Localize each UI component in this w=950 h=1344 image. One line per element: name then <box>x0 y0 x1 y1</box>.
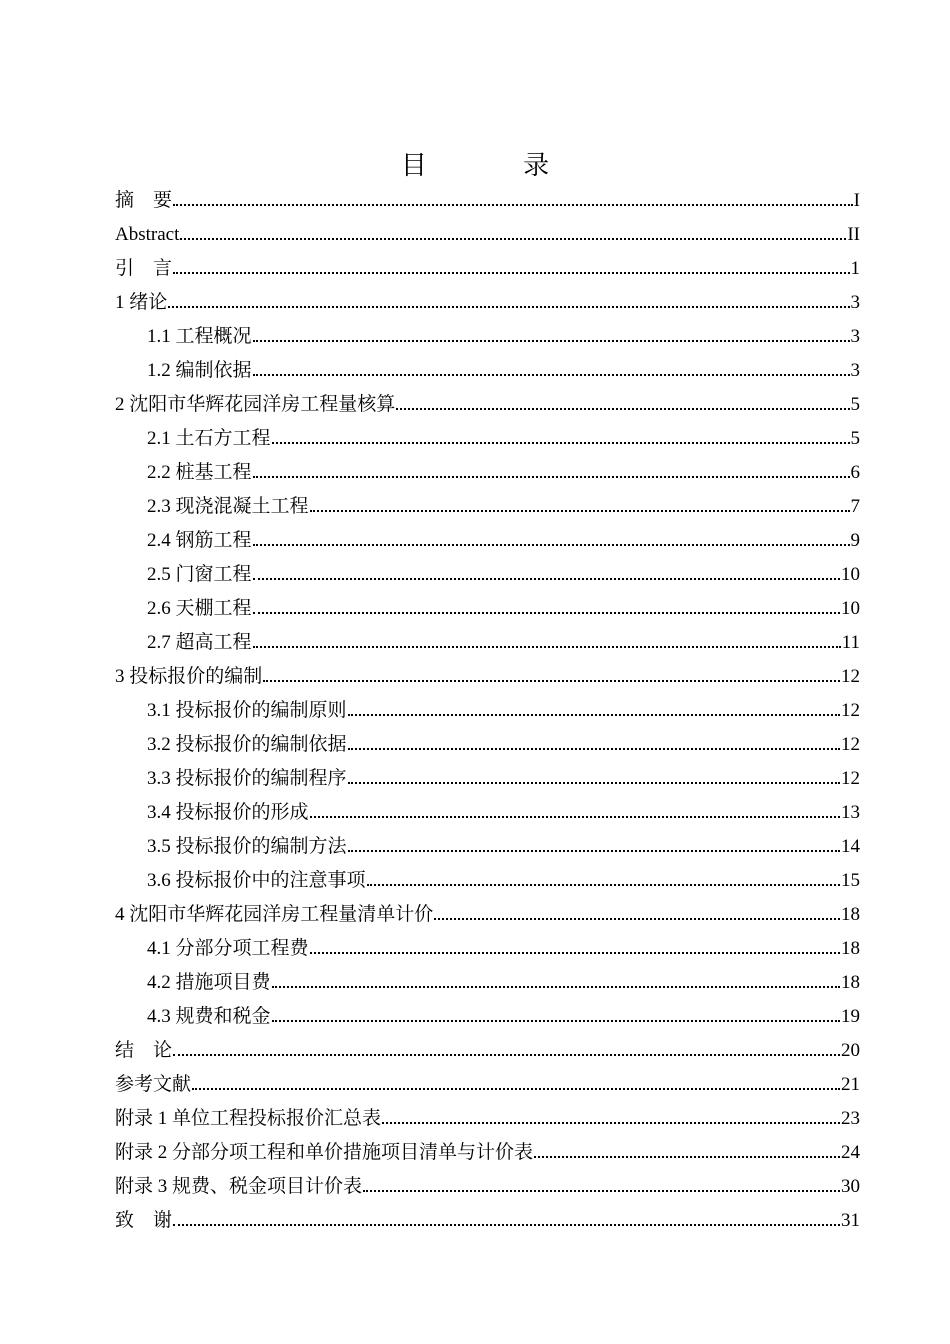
toc-entry-page: 31 <box>841 1210 860 1231</box>
toc-entry-page: 5 <box>850 394 860 415</box>
toc-entry-label: 3.2 投标报价的编制依据 <box>147 734 347 755</box>
toc-entry[interactable] <box>115 456 860 490</box>
toc-dot-leader <box>263 680 840 682</box>
toc-entry-label: 4.1 分部分项工程费 <box>147 938 309 959</box>
toc-dot-leader <box>173 1054 840 1056</box>
toc-dot-leader <box>192 1088 840 1090</box>
toc-dot-leader <box>173 1224 840 1226</box>
toc-dot-leader <box>253 544 850 546</box>
toc-entry-page: 21 <box>841 1074 860 1095</box>
toc-entry[interactable] <box>115 218 860 252</box>
toc-entry[interactable] <box>115 1136 860 1170</box>
toc-entry-page: 30 <box>841 1176 860 1197</box>
toc-entry[interactable] <box>115 932 860 966</box>
toc-title: 目 录 <box>400 151 594 181</box>
toc-entry-page: 18 <box>841 904 860 925</box>
toc-entry-page: 14 <box>841 836 860 857</box>
toc-dot-leader <box>168 306 849 308</box>
toc-dot-leader <box>253 578 840 580</box>
toc-dot-leader <box>272 1020 840 1022</box>
toc-entry-page: 7 <box>850 496 860 517</box>
toc-entry-label: 2.4 钢筋工程 <box>147 530 252 551</box>
toc-entry-page: II <box>847 224 860 245</box>
toc-entry-page: 6 <box>850 462 860 483</box>
toc-entry-label: 4.2 措施项目费 <box>147 972 271 993</box>
toc-entry[interactable] <box>115 626 860 660</box>
toc-entry[interactable] <box>115 898 860 932</box>
toc-entry-label: 2.3 现浇混凝土工程 <box>147 496 309 517</box>
toc-entry-label: 附录 3 规费、税金项目计价表 <box>115 1176 363 1197</box>
toc-dot-leader <box>348 748 840 750</box>
toc-dot-leader <box>173 204 853 206</box>
toc-entry[interactable] <box>115 286 860 320</box>
toc-entry[interactable] <box>115 184 860 218</box>
toc-entry[interactable] <box>115 388 860 422</box>
toc-entry-label: 2.7 超高工程 <box>147 632 252 653</box>
toc-entry[interactable] <box>115 1170 860 1204</box>
toc-entry-label: 摘 要 <box>115 190 173 211</box>
toc-entry-page: 12 <box>841 700 860 721</box>
toc-entry-page: 24 <box>841 1142 860 1163</box>
toc-dot-leader <box>396 408 849 410</box>
toc-entry[interactable] <box>115 728 860 762</box>
toc-entry-page: 15 <box>841 870 860 891</box>
toc-entry-label: 3.3 投标报价的编制程序 <box>147 768 347 789</box>
toc-dot-leader <box>348 850 840 852</box>
toc-entry[interactable] <box>115 558 860 592</box>
toc-dot-leader <box>348 782 840 784</box>
toc-entry-label: 4.3 规费和税金 <box>147 1006 271 1027</box>
toc-entry-label: 附录 2 分部分项工程和单价措施项目清单与计价表 <box>115 1142 534 1163</box>
toc-entry-label: 3 投标报价的编制 <box>115 666 263 687</box>
toc-entry[interactable] <box>115 830 860 864</box>
toc-dot-leader <box>253 476 850 478</box>
toc-entry-page: 23 <box>841 1108 860 1129</box>
toc-entry[interactable] <box>115 422 860 456</box>
toc-entry-label: 2.5 门窗工程 <box>147 564 252 585</box>
toc-entry[interactable] <box>115 1000 860 1034</box>
toc-entry-label: 3.6 投标报价中的注意事项 <box>147 870 366 891</box>
toc-entry-page: 3 <box>850 292 860 313</box>
toc-dot-leader <box>253 374 850 376</box>
toc-dot-leader <box>272 986 840 988</box>
toc-entry-page: 10 <box>841 564 860 585</box>
toc-entry-label: Abstract <box>115 224 180 245</box>
toc-entry-label: 1 绪论 <box>115 292 168 313</box>
toc-entry[interactable] <box>115 762 860 796</box>
toc-entry-page: 3 <box>850 326 860 347</box>
toc-entry-page: 12 <box>841 666 860 687</box>
toc-entry-label: 结 论 <box>115 1040 173 1061</box>
toc-dot-leader <box>253 646 841 648</box>
toc-entry-label: 3.4 投标报价的形成 <box>147 802 309 823</box>
toc-entry[interactable] <box>115 1102 860 1136</box>
toc-entry-page: 10 <box>841 598 860 619</box>
toc-entry[interactable] <box>115 490 860 524</box>
toc-entry-label: 2.6 天棚工程 <box>147 598 252 619</box>
toc-dot-leader <box>173 272 849 274</box>
toc-entry[interactable] <box>115 694 860 728</box>
toc-entry-label: 附录 1 单位工程投标报价汇总表 <box>115 1108 382 1129</box>
toc-entry-page: 3 <box>850 360 860 381</box>
toc-dot-leader <box>310 952 840 954</box>
toc-entry[interactable] <box>115 864 860 898</box>
toc-entry-label: 2 沈阳市华辉花园洋房工程量核算 <box>115 394 396 415</box>
toc-entry[interactable] <box>115 966 860 1000</box>
toc-entry[interactable] <box>115 1068 860 1102</box>
toc-entry[interactable] <box>115 660 860 694</box>
toc-entry[interactable] <box>115 524 860 558</box>
toc-entry-page: 20 <box>841 1040 860 1061</box>
toc-entry-label: 1.1 工程概况 <box>147 326 252 347</box>
toc-entry-label: 3.1 投标报价的编制原则 <box>147 700 347 721</box>
toc-dot-leader <box>534 1156 840 1158</box>
toc-entry-label: 4 沈阳市华辉花园洋房工程量清单计价 <box>115 904 434 925</box>
toc-entry[interactable] <box>115 320 860 354</box>
toc-entry-label: 2.2 桩基工程 <box>147 462 252 483</box>
toc-entry-page: 12 <box>841 734 860 755</box>
table-of-contents <box>115 184 860 1238</box>
toc-entry-label: 1.2 编制依据 <box>147 360 252 381</box>
toc-entry-page: 5 <box>850 428 860 449</box>
toc-dot-leader <box>434 918 840 920</box>
toc-entry-page: 19 <box>841 1006 860 1027</box>
toc-dot-leader <box>348 714 840 716</box>
toc-entry-page: I <box>853 190 860 211</box>
toc-entry[interactable] <box>115 1034 860 1068</box>
toc-entry-label: 引 言 <box>115 258 173 279</box>
toc-entry-page: 13 <box>841 802 860 823</box>
toc-dot-leader <box>367 884 840 886</box>
toc-entry-label: 2.1 土石方工程 <box>147 428 271 449</box>
toc-entry-page: 12 <box>841 768 860 789</box>
toc-dot-leader <box>363 1190 840 1192</box>
toc-entry-page: 18 <box>841 972 860 993</box>
toc-dot-leader <box>310 816 840 818</box>
toc-entry[interactable] <box>115 252 860 286</box>
toc-dot-leader <box>180 238 846 240</box>
toc-dot-leader <box>253 340 850 342</box>
toc-dot-leader <box>272 442 850 444</box>
toc-entry-page: 1 <box>850 258 860 279</box>
toc-entry[interactable] <box>115 1204 860 1238</box>
toc-entry-label: 参考文献 <box>115 1074 192 1095</box>
toc-entry-page: 18 <box>841 938 860 959</box>
toc-entry-label: 致 谢 <box>115 1210 173 1231</box>
toc-entry-page: 11 <box>841 632 860 653</box>
toc-entry[interactable] <box>115 796 860 830</box>
toc-entry-page: 9 <box>850 530 860 551</box>
toc-dot-leader <box>253 612 840 614</box>
toc-dot-leader <box>382 1122 840 1124</box>
toc-entry[interactable] <box>115 354 860 388</box>
toc-entry-label: 3.5 投标报价的编制方法 <box>147 836 347 857</box>
toc-dot-leader <box>310 510 850 512</box>
toc-entry[interactable] <box>115 592 860 626</box>
